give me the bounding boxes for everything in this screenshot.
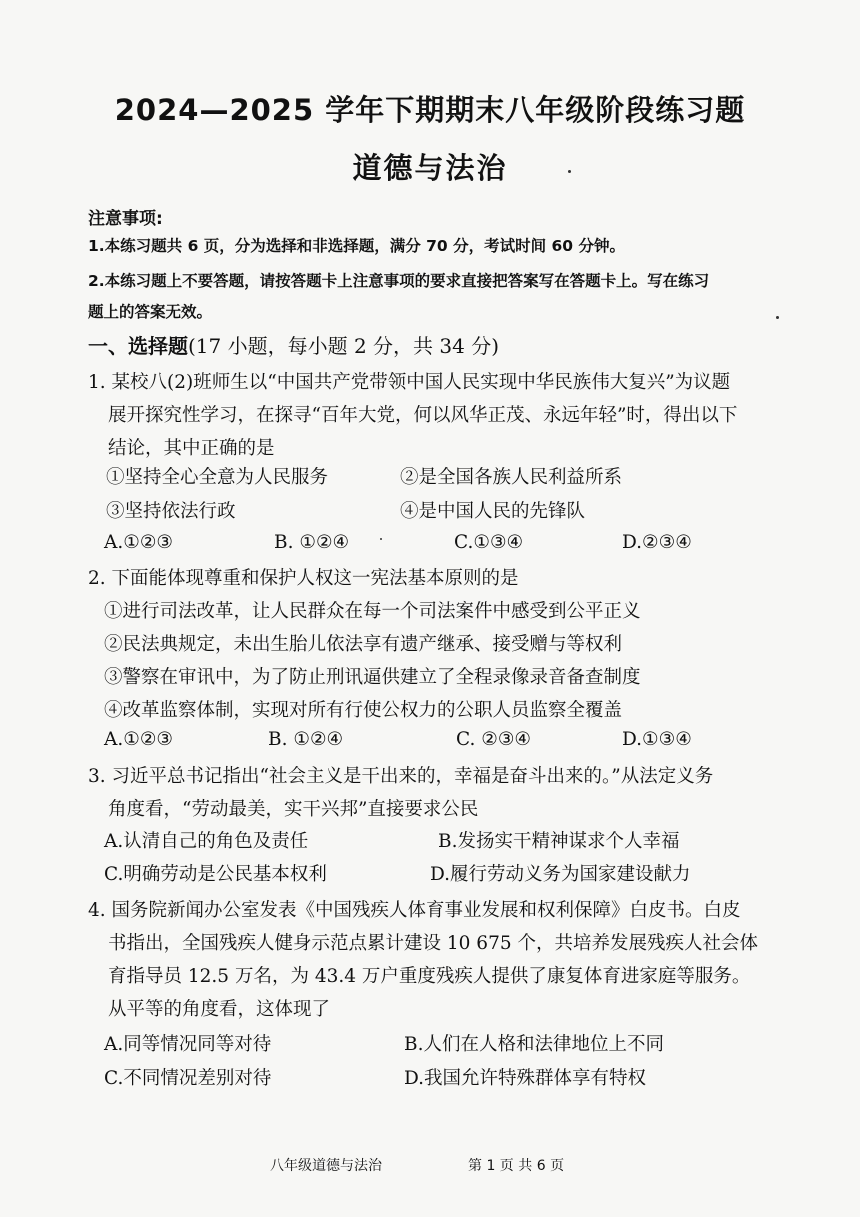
scan-speck <box>776 316 779 319</box>
q4-choice-b: B.人们在人格和法律地位上不同 <box>404 1034 664 1055</box>
question-stem-line: 2. 下面能体现尊重和保护人权这一宪法基本原则的是 <box>88 568 519 589</box>
q2-choice-c: C. ②③④ <box>456 729 532 750</box>
q3-choice-d: D.履行劳动义务为国家建设献力 <box>430 864 691 885</box>
q1-item-2: ②是全国各族人民利益所系 <box>400 467 623 488</box>
question-stem-line: 3. 习近平总书记指出“社会主义是干出来的，幸福是奋斗出来的。”从法定义务 <box>88 766 714 787</box>
question-stem-line: 4. 国务院新闻办公室发表《中国残疾人体育事业发展和权利保障》白皮书。白皮 <box>88 900 741 921</box>
q1-item-1: ①坚持全心全意为人民服务 <box>106 467 329 488</box>
question-stem-line: 书指出，全国残疾人健身示范点累计建设 10 675 个，共培养发展残疾人社会体 <box>108 933 758 954</box>
notice-item-2-line-2: 题上的答案无效。 <box>88 303 213 321</box>
q1-choice-b: B. ①②④ <box>274 532 350 553</box>
q1-item-3: ③坚持依法行政 <box>106 501 236 522</box>
question-2-stem <box>88 562 808 595</box>
question-stem-line: 1. 某校八(2)班师生以“中国共产党带领中国人民实现中华民族伟大复兴”为议题 <box>88 372 731 393</box>
q1-choice-a: A.①②③ <box>104 532 173 553</box>
footer-page-number: 第 1 页 共 6 页 <box>468 1158 565 1174</box>
footer-subject: 八年级道德与法治 <box>270 1158 382 1174</box>
q1-choice-d: D.②③④ <box>622 532 692 553</box>
question-stem-line: 展开探究性学习，在探寻“百年大党，何以风华正茂、永远年轻”时，得出以下 <box>108 405 738 426</box>
section-title: 一、选择题 <box>88 334 188 358</box>
scan-speck <box>380 538 382 540</box>
section-note: (17 小题，每小题 2 分，共 34 分) <box>188 334 500 358</box>
question-stem-line: 结论，其中正确的是 <box>108 438 275 459</box>
q3-choice-a: A.认清自己的角色及责任 <box>104 831 309 852</box>
scan-speck <box>568 170 571 173</box>
q4-choice-a: A.同等情况同等对待 <box>104 1034 272 1055</box>
q2-item-1: ①进行司法改革，让人民群众在每一个司法案件中感受到公平正义 <box>104 601 641 622</box>
question-4-stem <box>88 894 808 1026</box>
question-1-stem <box>88 366 808 465</box>
q4-choice-c: C.不同情况差别对待 <box>104 1068 272 1089</box>
section-heading <box>88 330 499 359</box>
exam-title: 2024—2025 学年下期期末八年级阶段练习题 <box>114 93 746 127</box>
q3-choice-c: C.明确劳动是公民基本权利 <box>104 864 327 885</box>
notice-heading: 注意事项: <box>88 209 163 229</box>
q1-choice-c: C.①③④ <box>454 532 524 553</box>
notice-item-2-line-1: 2.本练习题上不要答题，请按答题卡上注意事项的要求直接把答案写在答题卡上。写在练习 <box>88 272 710 290</box>
q1-item-4: ④是中国人民的先锋队 <box>400 501 586 522</box>
q3-choice-b: B.发扬实干精神谋求个人幸福 <box>438 831 680 852</box>
q2-item-2: ②民法典规定，未出生胎儿依法享有遗产继承、接受赠与等权利 <box>104 634 623 655</box>
question-stem-line: 从平等的角度看，这体现了 <box>108 999 331 1020</box>
q2-item-4: ④改革监察体制，实现对所有行使公权力的公职人员监察全覆盖 <box>104 700 623 721</box>
question-3-stem <box>88 760 808 826</box>
q4-choice-d: D.我国允许特殊群体享有特权 <box>404 1068 647 1089</box>
q2-item-3: ③警察在审讯中，为了防止刑讯逼供建立了全程录像录音备查制度 <box>104 667 641 688</box>
question-stem-line: 育指导员 12.5 万名，为 43.4 万户重度残疾人提供了康复体育进家庭等服务。 <box>108 966 751 987</box>
q2-choice-b: B. ①②④ <box>268 729 344 750</box>
question-stem-line: 角度看，“劳动最美，实干兴邦”直接要求公民 <box>108 799 479 820</box>
notice-item-1: 1.本练习题共 6 页，分为选择和非选择题，满分 70 分，考试时间 60 分钟。 <box>88 237 625 255</box>
q2-choice-d: D.①③④ <box>622 729 692 750</box>
q2-choice-a: A.①②③ <box>104 729 173 750</box>
subject-title: 道德与法治 <box>352 151 508 185</box>
